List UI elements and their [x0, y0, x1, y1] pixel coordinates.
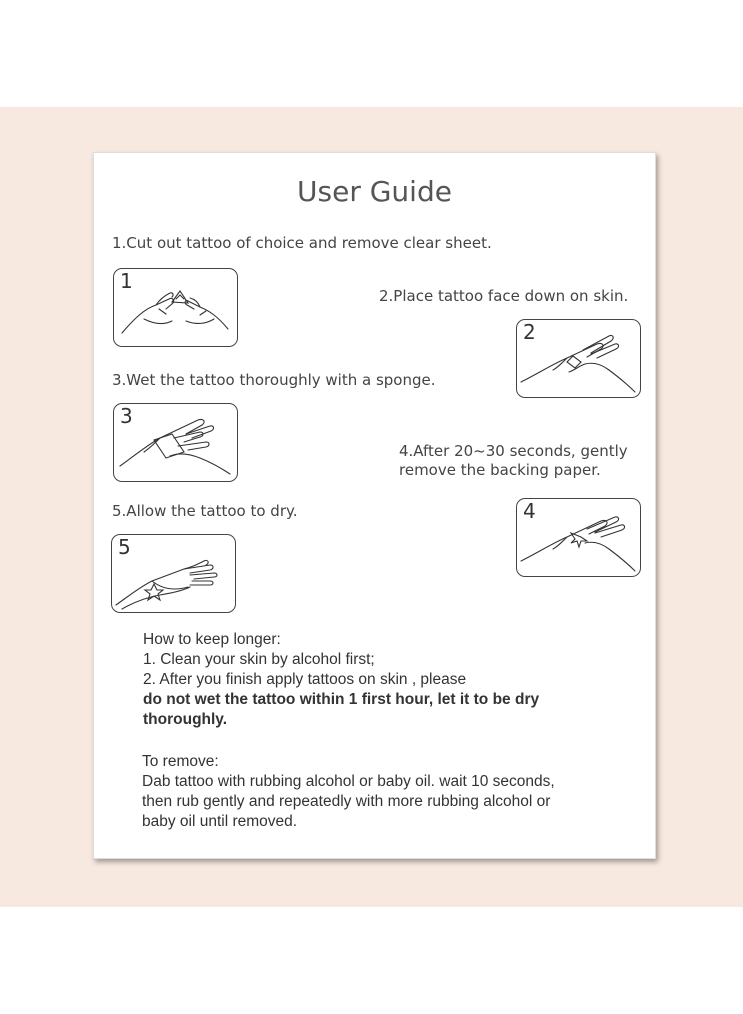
to-remove-line-1: Dab tattoo with rubbing alcohol or baby oil. wait 10 seconds,	[142, 773, 555, 790]
step-3-number: 3	[120, 404, 133, 428]
hand-backing-paper-icon	[517, 499, 640, 576]
hand-placing-icon	[517, 320, 640, 397]
to-remove-section	[142, 752, 622, 832]
keep-longer-section	[143, 630, 613, 730]
keep-longer-line-2: 2. After you finish apply tattoos on skin , please	[143, 671, 467, 688]
step-4-illustration	[516, 498, 641, 577]
keep-longer-line-1: 1. Clean your skin by alcohol first;	[143, 651, 375, 668]
sponge-wetting-icon	[114, 404, 237, 481]
step-5-text: 5.Allow the tattoo to dry.	[112, 502, 298, 520]
step-3-text: 3.Wet the tattoo thoroughly with a sponge.	[112, 371, 436, 389]
step-2-illustration	[516, 319, 641, 398]
step-4-number: 4	[523, 499, 536, 523]
keep-longer-heading: How to keep longer:	[143, 631, 281, 648]
keep-longer-line-4: thoroughly.	[143, 711, 228, 728]
to-remove-line-2: then rub gently and repeatedly with more rubbing alcohol or	[142, 793, 551, 810]
to-remove-line-3: baby oil until removed.	[142, 813, 298, 830]
step-4-text-line-2: remove the backing paper.	[399, 461, 601, 479]
hand-star-tattoo-icon	[112, 535, 235, 612]
page-title: User Guide	[297, 175, 452, 208]
hands-peeling-icon	[114, 269, 237, 346]
step-5-number: 5	[118, 535, 131, 559]
step-3-illustration	[113, 403, 238, 482]
step-1-text: 1.Cut out tattoo of choice and remove clear sheet.	[112, 234, 492, 252]
to-remove-heading: To remove:	[142, 753, 219, 770]
step-5-illustration	[111, 534, 236, 613]
step-4-text-line-1: 4.After 20~30 seconds, gently	[399, 442, 628, 460]
step-1-illustration	[113, 268, 238, 347]
step-1-number: 1	[120, 269, 133, 293]
user-guide-card	[93, 152, 656, 859]
keep-longer-line-3: do not wet the tattoo within 1 first hour, let it to be dry	[143, 691, 540, 708]
step-2-number: 2	[523, 320, 536, 344]
step-2-text: 2.Place tattoo face down on skin.	[379, 287, 629, 305]
